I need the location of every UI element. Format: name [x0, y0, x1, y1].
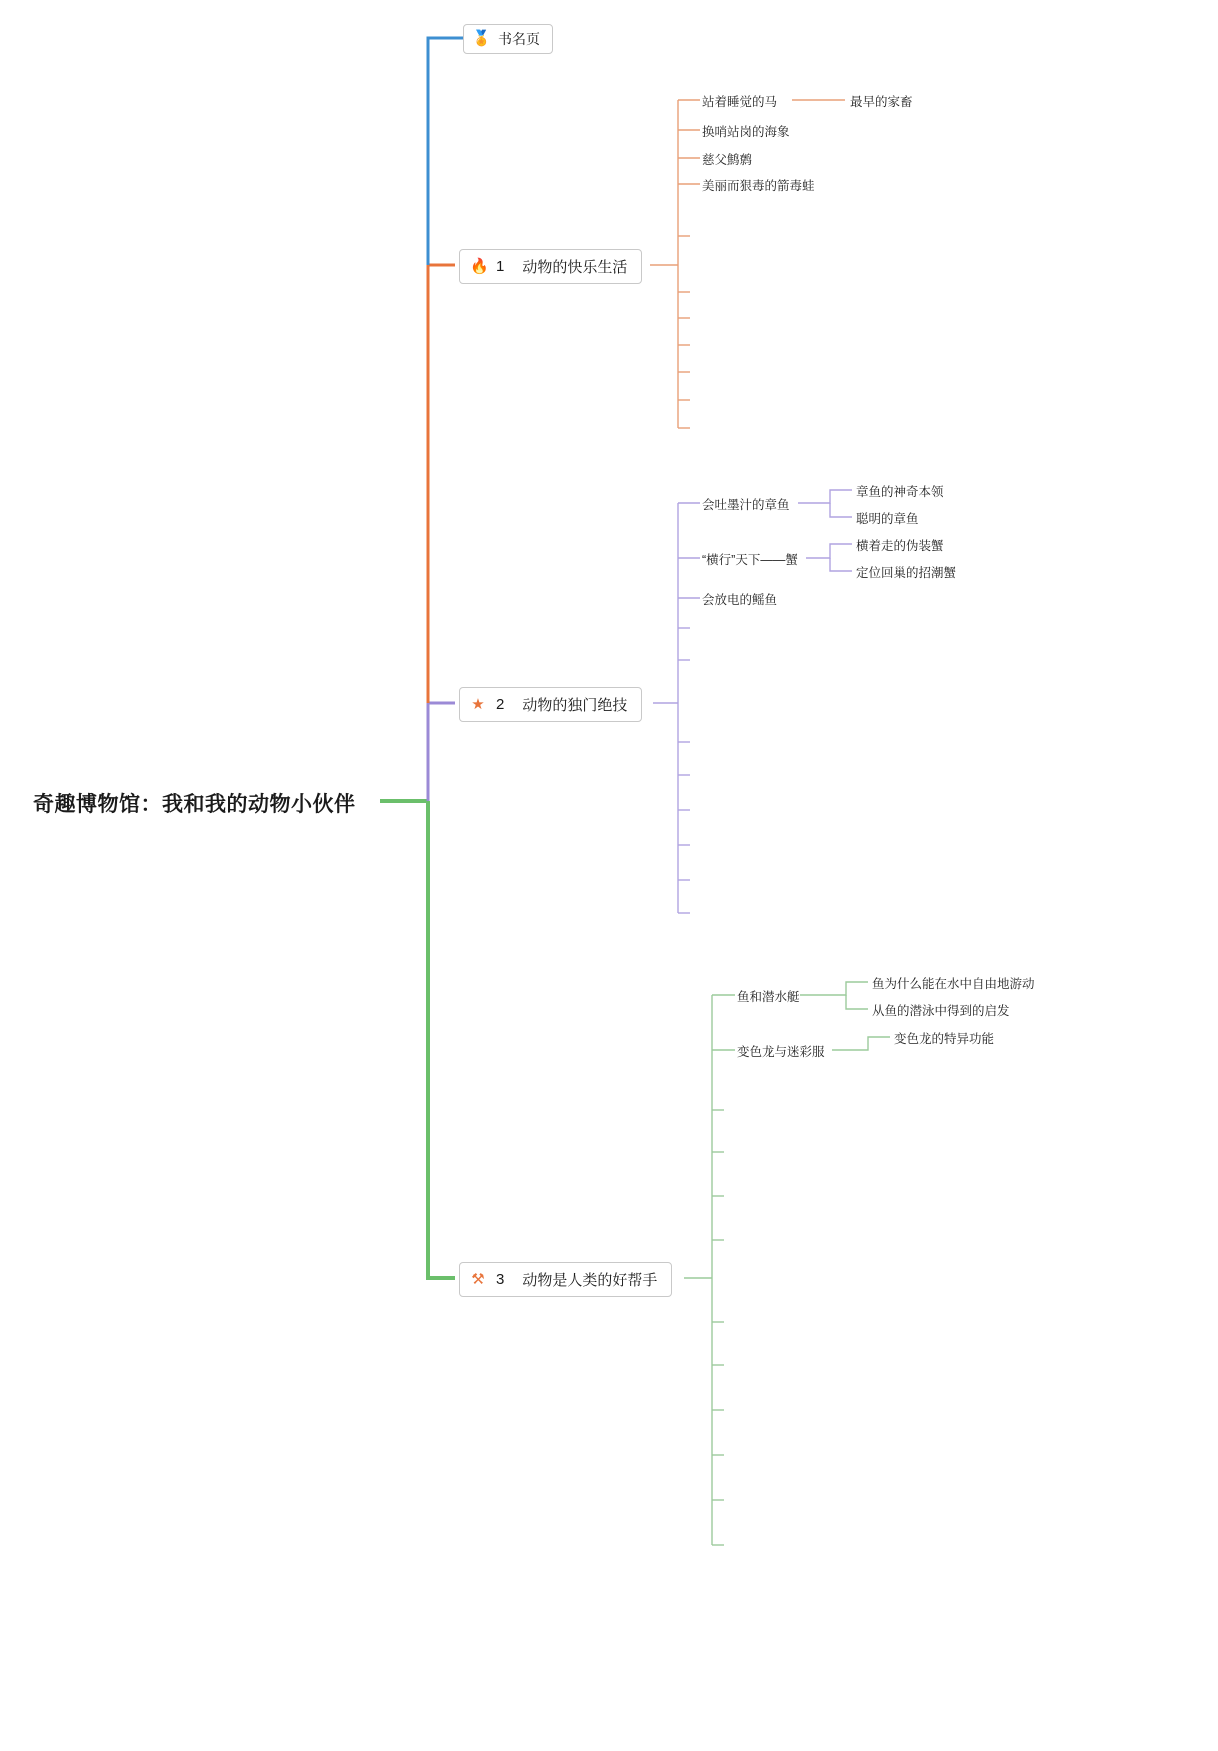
node-chapter-3[interactable]: [459, 1262, 672, 1297]
node-chapter-3-label: 动物是人类的好帮手: [522, 1272, 658, 1289]
root-title: 奇趣博物馆：我和我的动物小伙伴: [33, 793, 356, 816]
flame-icon: 🔥: [470, 257, 489, 275]
node-chapter-3-index: 3: [496, 1271, 505, 1288]
node-chapter-1[interactable]: [459, 249, 642, 284]
node-ch3-child-1-sub-0[interactable]: 变色龙的特异功能: [894, 1032, 995, 1046]
node-ch2-child-2[interactable]: 会放电的鳐鱼: [702, 593, 778, 607]
node-ch2-child-0-sub-0[interactable]: 章鱼的神奇本领: [856, 485, 944, 499]
star-icon: ★: [471, 695, 485, 713]
node-book-page[interactable]: [463, 24, 553, 54]
node-ch2-child-1[interactable]: “横行”天下——蟹: [702, 553, 798, 567]
medal-icon: 🏅: [472, 30, 491, 47]
node-ch1-child-0-sub-0[interactable]: 最早的家畜: [850, 95, 913, 109]
node-chapter-2-label: 动物的独门绝技: [522, 697, 628, 714]
node-ch3-child-0-sub-1[interactable]: 从鱼的潜泳中得到的启发: [872, 1004, 1010, 1018]
node-ch2-child-0-sub-1[interactable]: 聪明的章鱼: [856, 512, 919, 526]
node-ch2-child-1-sub-0[interactable]: 横着走的伪装蟹: [856, 539, 944, 553]
node-ch3-child-0[interactable]: 鱼和潜水艇: [737, 990, 800, 1004]
node-ch3-child-0-sub-0[interactable]: 鱼为什么能在水中自由地游动: [872, 977, 1035, 991]
node-chapter-1-index: 1: [496, 258, 505, 275]
node-ch2-child-1-sub-1[interactable]: 定位回巢的招潮蟹: [856, 566, 957, 580]
node-chapter-2-index: 2: [496, 696, 505, 713]
node-chapter-1-label: 动物的快乐生活: [522, 259, 628, 276]
node-ch2-child-0[interactable]: 会吐墨汁的章鱼: [702, 498, 790, 512]
node-book-page-label: 书名页: [498, 31, 540, 47]
node-ch1-child-0[interactable]: 站着睡觉的马: [702, 95, 778, 109]
node-chapter-2[interactable]: [459, 687, 642, 722]
tools-icon: ⚒: [471, 1270, 485, 1288]
node-ch1-child-3[interactable]: 美丽而狠毒的箭毒蛙: [702, 179, 815, 193]
node-ch3-child-1[interactable]: 变色龙与迷彩服: [737, 1045, 825, 1059]
node-ch1-child-1[interactable]: 换哨站岗的海象: [702, 125, 790, 139]
node-ch1-child-2[interactable]: 慈父鹪鹩: [702, 153, 753, 167]
